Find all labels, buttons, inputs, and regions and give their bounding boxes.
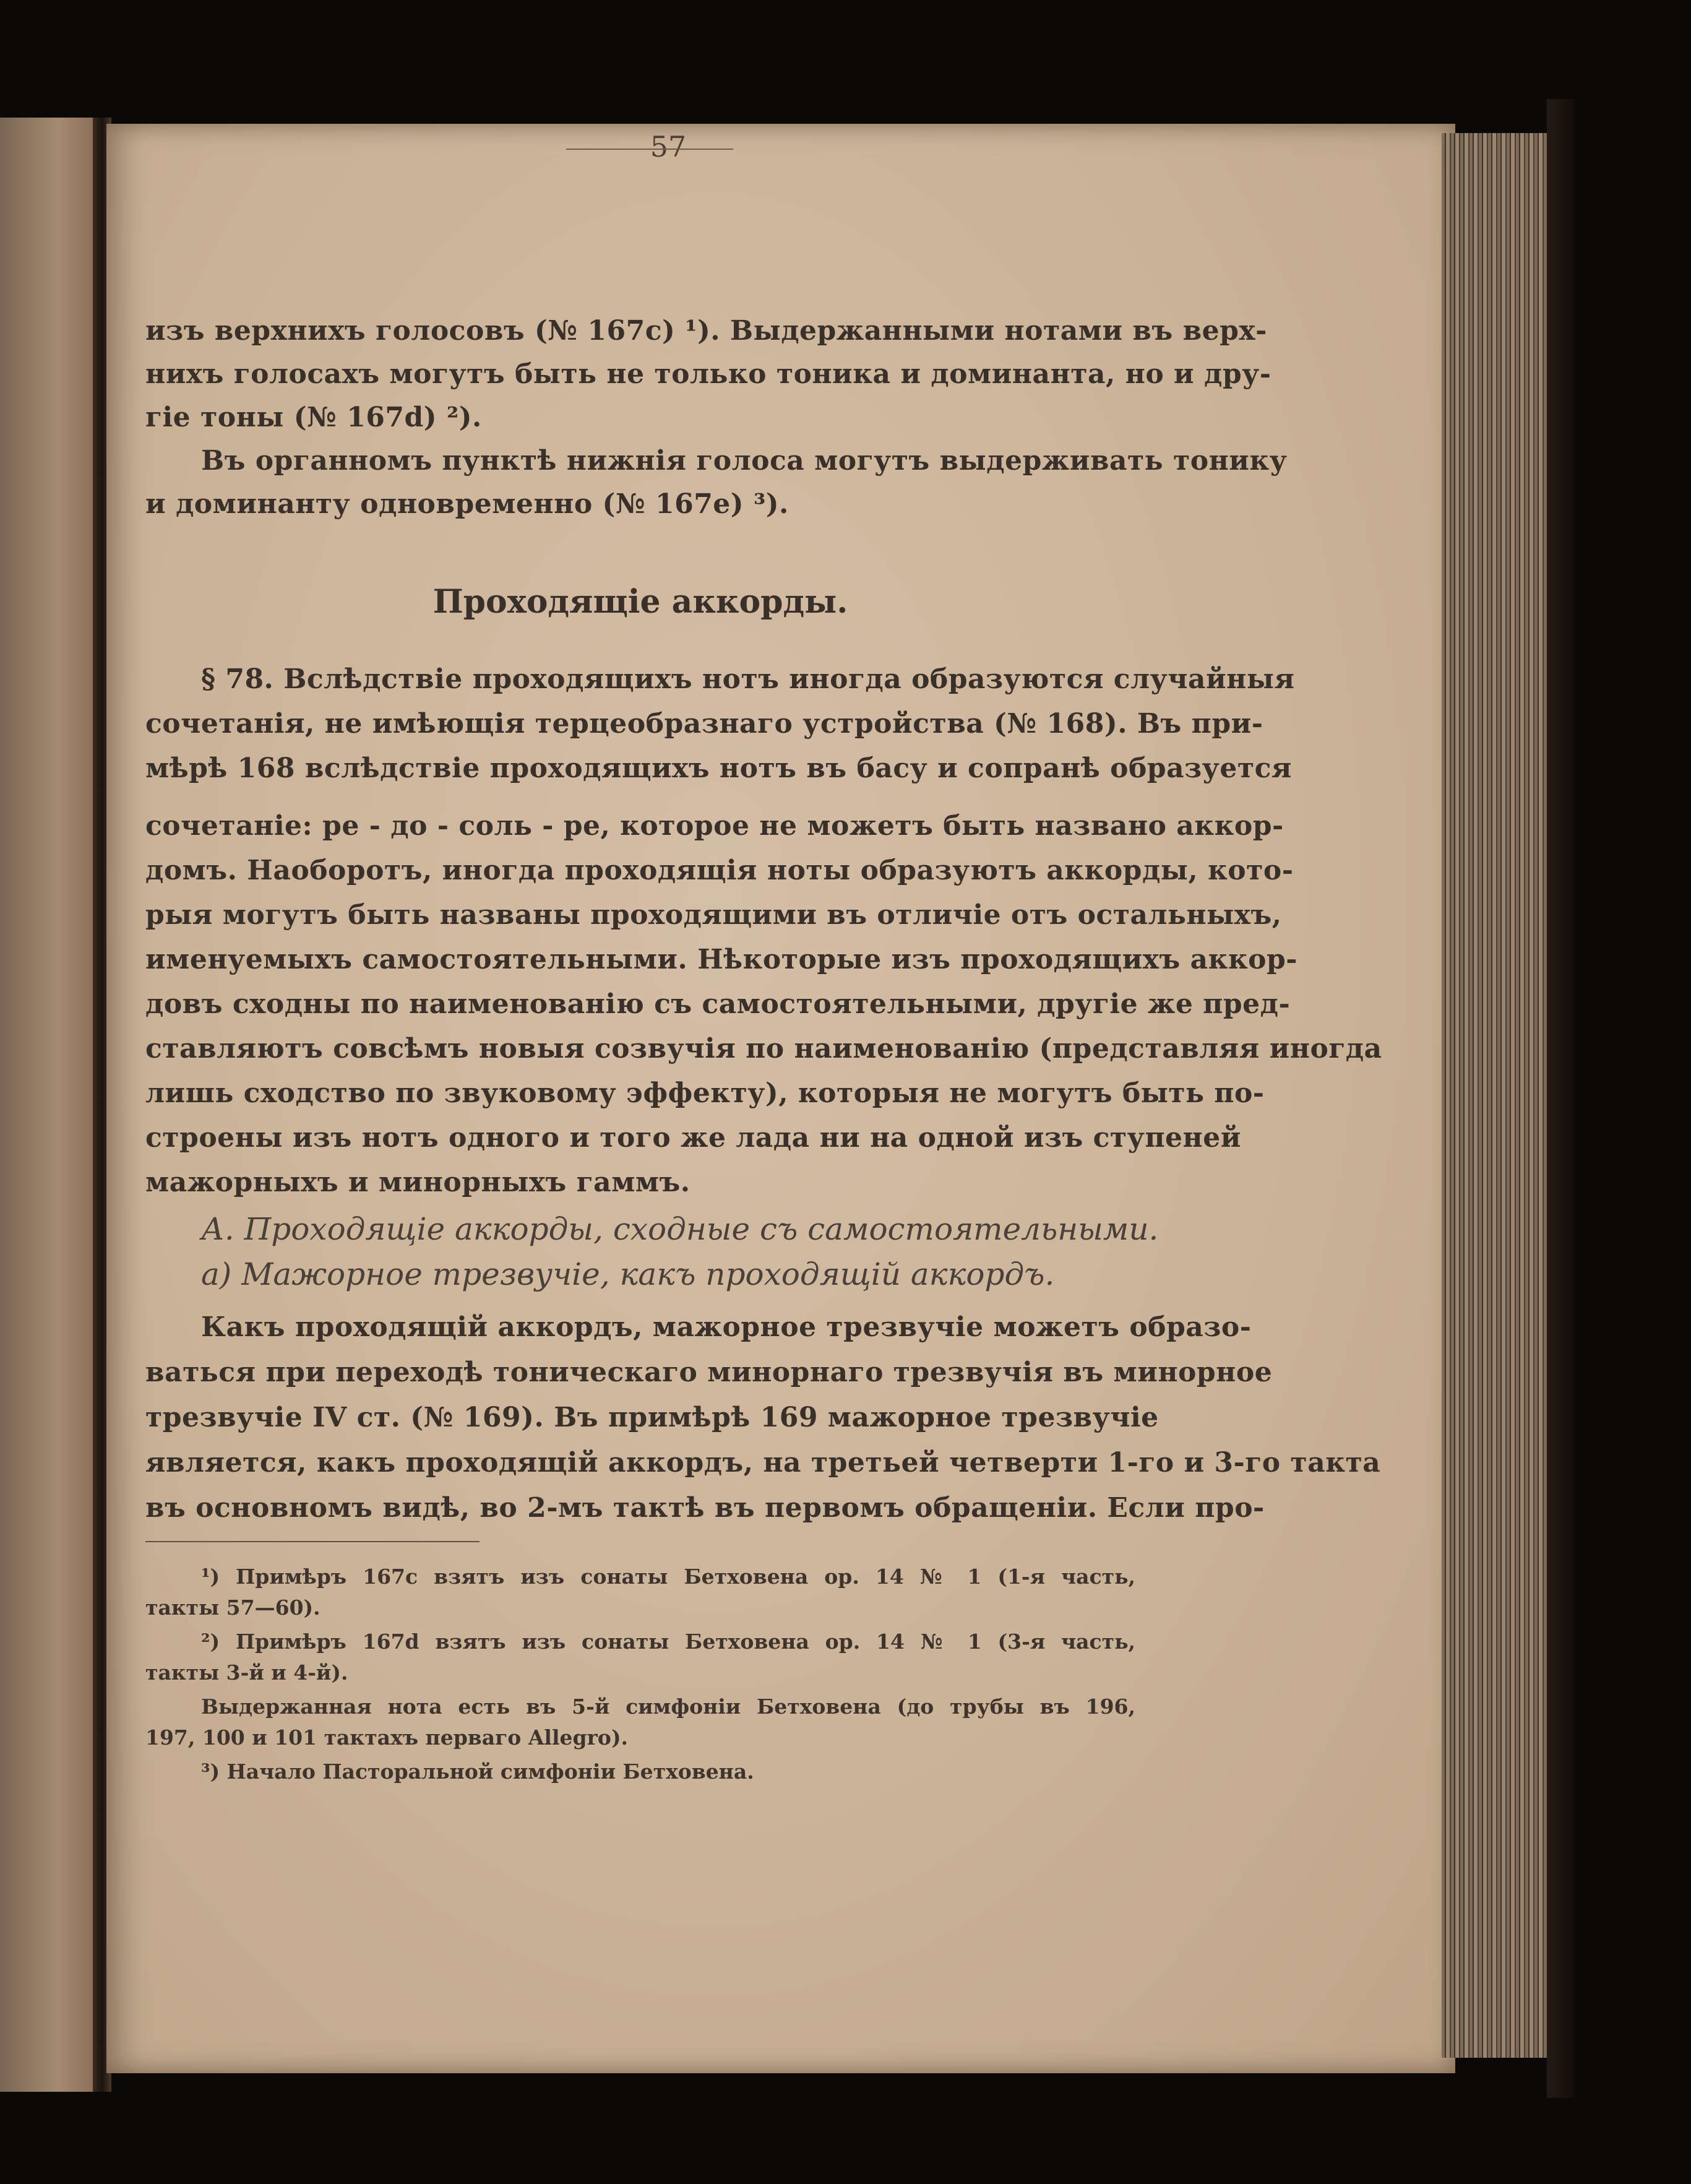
footnote-rule bbox=[145, 1541, 480, 1542]
body-line: ставляютъ совсѣмъ новыя созвучія по наименованію (представляя иногда bbox=[145, 1033, 1382, 1064]
body-line: строены изъ нотъ одного и того же лада ни на одной изъ ступеней bbox=[145, 1122, 1241, 1154]
body-line: гіе тоны (№ 167d) ²). bbox=[145, 402, 482, 433]
previous-page-edge bbox=[0, 118, 106, 2092]
book-cover-edge bbox=[1547, 99, 1575, 2098]
subheading-a: А. Проходящіе аккорды, сходные съ самостоятельными. bbox=[201, 1211, 1159, 1247]
subheading-a1: а) Мажорное трезвучіе, какъ проходящій аккордъ. bbox=[201, 1256, 1055, 1292]
body-line: является, какъ проходящій аккордъ, на третьей четверти 1-го и 3-го такта bbox=[145, 1447, 1381, 1478]
body-line: сочетаніе: ре - до - соль - ре, которое не можетъ быть названо аккор- bbox=[145, 810, 1284, 842]
footnote-line: 197, 100 и 101 тактахъ перваго Allegro). bbox=[145, 1725, 629, 1750]
body-line: мѣрѣ 168 вслѣдствіе проходящихъ нотъ въ басу и сопранѣ образуется bbox=[145, 753, 1292, 784]
body-line: довъ сходны по наименованію съ самостоятельными, другіе же пред- bbox=[145, 988, 1291, 1020]
body-line: мажорныхъ и минорныхъ гаммъ. bbox=[145, 1167, 691, 1198]
footnote-line: ¹) Примѣръ 167c взятъ изъ сонаты Бетховена op. 14 № 1 (1-я часть, bbox=[201, 1565, 1135, 1589]
body-line: домъ. Наоборотъ, иногда проходящія ноты образуютъ аккорды, кото- bbox=[145, 855, 1294, 886]
footnote-line: такты 57—60). bbox=[145, 1595, 321, 1620]
body-line: въ основномъ видѣ, во 2-мъ тактѣ въ первомъ обращеніи. Если про- bbox=[145, 1492, 1265, 1524]
body-line: рыя могутъ быть названы проходящими въ отличіе отъ остальныхъ, bbox=[145, 899, 1282, 931]
page-number-rule bbox=[566, 149, 733, 150]
page-number: 57 bbox=[650, 130, 687, 163]
body-line: Какъ проходящій аккордъ, мажорное трезвучіе можетъ образо- bbox=[201, 1311, 1252, 1343]
section-heading: Проходящіе аккорды. bbox=[432, 583, 848, 621]
body-line: лишь сходство по звуковому эффекту), которыя не могутъ быть по- bbox=[145, 1077, 1265, 1109]
body-line: § 78. Вслѣдствіе проходящихъ нотъ иногда образуются случайныя bbox=[201, 663, 1295, 695]
body-line: нихъ голосахъ могутъ быть не только тоника и доминанта, но и дру- bbox=[145, 358, 1271, 390]
footnote-line: ²) Примѣръ 167d взятъ изъ сонаты Бетховена op. 14 № 1 (3-я часть, bbox=[201, 1629, 1135, 1654]
page-stack-edge bbox=[1442, 133, 1553, 2058]
footnote-line: Выдержанная нота есть въ 5-й симфоніи Бетховена (до трубы въ 196, bbox=[201, 1694, 1135, 1719]
body-line: ваться при переходѣ тоническаго минорнаго трезвучія въ минорное bbox=[145, 1357, 1273, 1388]
footnote-line: такты 3-й и 4-й). bbox=[145, 1660, 348, 1685]
footnote-line: ³) Начало Пасторальной симфоніи Бетховена. bbox=[201, 1759, 754, 1784]
body-line: изъ верхнихъ голосовъ (№ 167c) ¹). Выдержанными нотами въ верх- bbox=[145, 315, 1267, 347]
body-line: трезвучіе IV ст. (№ 169). Въ примѣрѣ 169 мажорное трезвучіе bbox=[145, 1402, 1159, 1433]
body-line: Въ органномъ пунктѣ нижнія голоса могутъ выдерживать тонику bbox=[201, 445, 1288, 477]
body-line: и доминанту одновременно (№ 167e) ³). bbox=[145, 488, 789, 520]
body-line: сочетанія, не имѣющія терцеобразнаго устройства (№ 168). Въ при- bbox=[145, 708, 1263, 740]
body-line: именуемыхъ самостоятельными. Нѣкоторые изъ проходящихъ аккор- bbox=[145, 944, 1297, 975]
